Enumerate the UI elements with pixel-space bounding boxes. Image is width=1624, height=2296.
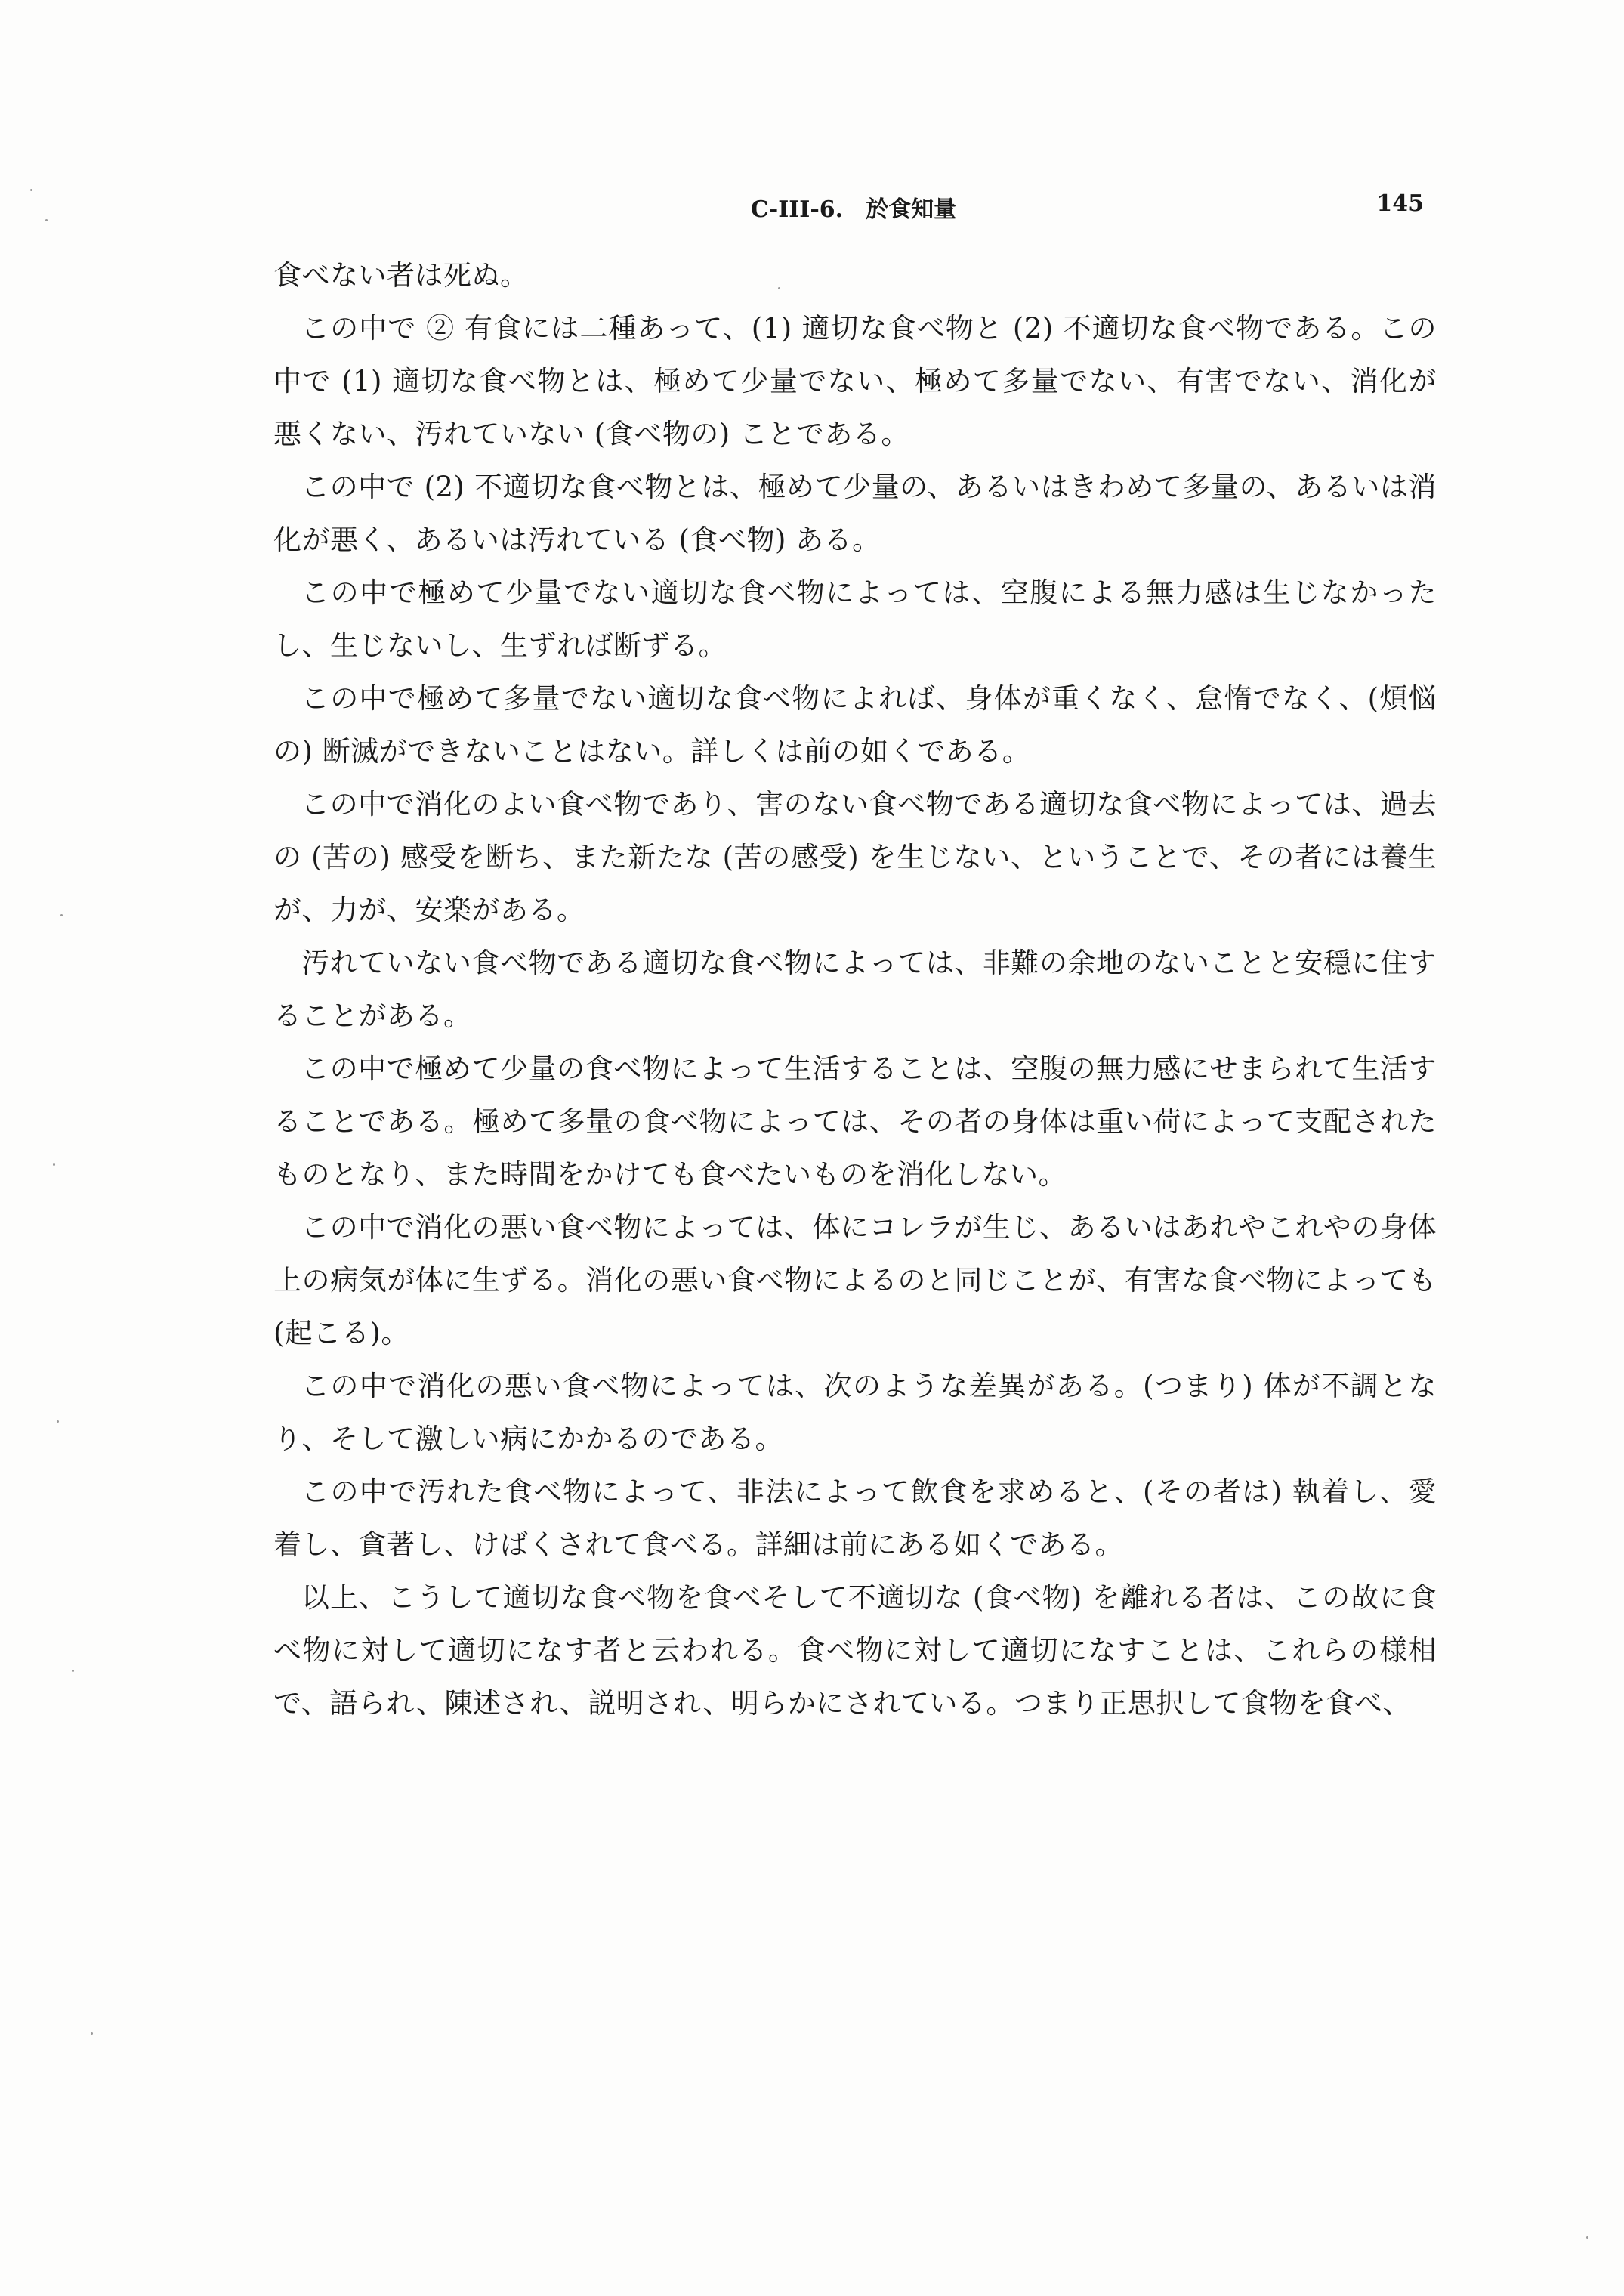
body-text [273, 249, 1437, 1730]
scan-speck [91, 2032, 93, 2035]
paragraph: この中で極めて少量でない適切な食べ物によっては、空腹による無力感は生じなかったし、生じないし、生ずれば断ずる。 [273, 576, 1437, 662]
scan-speck [778, 287, 780, 289]
scan-speck [1586, 2236, 1588, 2239]
paragraph: この中で消化の悪い食べ物によっては、次のような差異がある。(つまり) 体が不調となり、そして激しい病にかかるのである。 [273, 1370, 1437, 1455]
paragraph: 食べない者は死ぬ。 [273, 259, 529, 292]
scan-speck [45, 219, 48, 221]
scan-speck [60, 914, 63, 916]
paragraph: 以上、こうして適切な食べ物を食べそして不適切な (食べ物) を離れる者は、この故に食べ物に対して適切になす者と云われる。食べ物に対して適切になすことは、これらの様相で、語られ、陳述され、説明され、明らかにされている。つまり正思択して食物を食べ、 [273, 1581, 1437, 1720]
scan-speck [30, 189, 32, 191]
paragraph: この中で極めて少量の食べ物によって生活することは、空腹の無力感にせまられて生活することである。極めて多量の食べ物によっては、その者の身体は重い荷によって支配されたものとなり、また時間をかけても食べたいものを消化しない。 [273, 1052, 1437, 1191]
paragraph: この中で汚れた食べ物によって、非法によって飲食を求めると、(その者は) 執着し、愛着し、貪著し、けばくされて食べる。詳細は前にある如くである。 [273, 1476, 1437, 1561]
scan-speck [57, 1420, 59, 1423]
scan-speck [53, 1163, 55, 1166]
paragraph: この中で消化の悪い食べ物によっては、体にコレラが生じ、あるいはあれやこれやの身体上の病気が体に生ずる。消化の悪い食べ物によるのと同じことが、有害な食べ物によっても (起こる)。 [273, 1211, 1437, 1349]
running-title: C-III-6. 於食知量 [750, 196, 957, 223]
paragraph: この中で極めて多量でない適切な食べ物によれば、身体が重くなく、怠惰でなく、(煩悩の) 断滅ができないことはない。詳しくは前の如くである。 [273, 682, 1437, 768]
paragraph: この中で消化のよい食べ物であり、害のない食べ物である適切な食べ物によっては、過去の (苦の) 感受を断ち、また新たな (苦の感受) を生じない、ということで、その者には養生が、力が、安楽がある。 [273, 788, 1437, 926]
paragraph: 汚れていない食べ物である適切な食べ物によっては、非難の余地のないことと安穏に住することがある。 [273, 947, 1437, 1032]
paragraph: この中で ② 有食には二種あって、(1) 適切な食べ物と (2) 不適切な食べ物である。この中で (1) 適切な食べ物とは、極めて少量でない、極めて多量でない、有害でない、消化が悪くない、汚れていない (食べ物の) ことである。 [273, 312, 1437, 450]
running-head [272, 190, 1435, 228]
scan-speck [72, 1670, 74, 1672]
page-number: 145 [1376, 190, 1424, 217]
paragraph: この中で (2) 不適切な食べ物とは、極めて少量の、あるいはきわめて多量の、あるいは消化が悪く、あるいは汚れている (食べ物) ある。 [273, 471, 1437, 556]
